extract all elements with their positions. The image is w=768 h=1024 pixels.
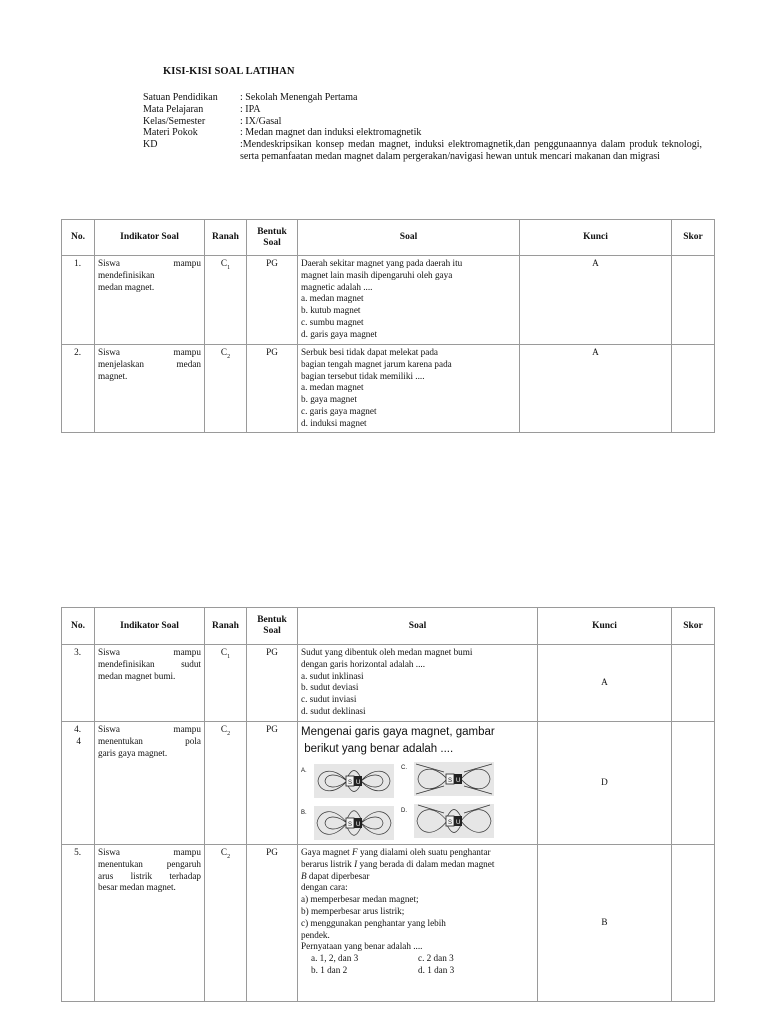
ranah-level: C <box>220 647 228 657</box>
header-bentuk: Bentuk Soal <box>247 608 298 645</box>
indikator-line: arus listrik terhadap <box>98 870 201 881</box>
table-row <box>62 645 715 722</box>
ranah-subscript: 1 <box>227 653 231 660</box>
soal-cell <box>298 345 520 433</box>
pole-u: U <box>456 778 461 784</box>
skor-cell <box>672 645 715 722</box>
header-bentuk: Bentuk Soal <box>247 220 298 256</box>
ranah-cell <box>205 345 247 433</box>
soal-line <box>301 847 534 859</box>
soal-cell <box>298 645 538 722</box>
indikator-line: medan magnet bumi. <box>98 670 176 681</box>
option-c: c. 2 dan 3 <box>418 953 454 964</box>
pole-u: U <box>356 822 361 828</box>
option-d: d. 1 dan 3 <box>418 964 455 975</box>
ranah-subscript: 2 <box>227 353 231 360</box>
soal-line: Sudut yang dibentuk oleh medan magnet bumi <box>301 647 473 657</box>
header-indikator: Indikator Soal <box>95 608 205 645</box>
option-c: c. sudut inviasi <box>301 694 357 705</box>
meta-key: Kelas/Semester <box>143 115 206 127</box>
options-row <box>301 953 534 965</box>
indikator-line: menjelaskan medan <box>98 358 201 369</box>
soal-prompt: Pernyataan yang benar adalah .... <box>301 941 423 952</box>
soal-line: berikut yang benar adalah .... <box>301 743 454 755</box>
indikator-line: Siswa mampu <box>98 847 201 857</box>
header-soal: Soal <box>298 220 520 256</box>
skor-cell <box>672 722 715 845</box>
field-lines-icon <box>414 762 494 796</box>
statement-c-cont: pendek. <box>301 929 330 940</box>
option-a: a. medan magnet <box>301 293 364 304</box>
skor-cell <box>672 256 715 345</box>
meta-key: Materi Pokok <box>143 127 198 139</box>
bentuk-cell: PG <box>247 645 298 722</box>
indikator-line: menentukan pola <box>98 735 201 746</box>
statement-c: c) menggunakan penghantar yang lebih <box>301 917 446 928</box>
indikator-cell <box>95 845 205 1002</box>
soal-line: Daerah sekitar magnet yang pada daerah itu <box>301 258 463 268</box>
header-skor: Skor <box>672 608 715 645</box>
soal-line <box>301 859 534 871</box>
skor-cell <box>672 345 715 433</box>
pole-s: S <box>348 822 353 828</box>
header-indikator: Indikator Soal <box>95 220 205 256</box>
meta-row-materi <box>143 127 702 139</box>
option-b: b. 1 dan 2 <box>311 964 348 975</box>
soal-cell <box>298 722 538 845</box>
option-d: d. garis gaya magnet <box>301 328 378 339</box>
ranah-cell <box>205 645 247 722</box>
header-no: No. <box>62 608 95 645</box>
figure-label-c: C. <box>401 765 407 771</box>
option-c: c. sumbu magnet <box>301 316 364 327</box>
indikator-line: Siswa mampu <box>98 724 201 734</box>
ranah-cell <box>205 256 247 345</box>
option-c: c. garis gaya magnet <box>301 405 377 416</box>
row-number: 5. <box>62 845 95 1002</box>
statement-a: a) memperbesar medan magnet; <box>301 894 419 905</box>
field-lines-icon <box>414 804 494 838</box>
magnet-diagram-a <box>314 764 394 798</box>
indikator-line: medan magnet. <box>98 281 155 292</box>
indikator-cell <box>95 722 205 845</box>
symbol-i: I <box>354 858 358 869</box>
ranah-level: C <box>220 258 228 268</box>
options-row <box>301 965 534 977</box>
indikator-line: mendefinisikan sudut <box>98 658 201 669</box>
magnet-field-figure <box>301 762 501 842</box>
option-b: b. gaya magnet <box>301 394 357 405</box>
soal-text: yang dialami oleh suatu penghantar <box>357 847 491 857</box>
pole-u: U <box>456 820 461 826</box>
row-number-main: 4. <box>74 724 81 734</box>
ranah-subscript: 2 <box>227 730 231 737</box>
indikator-line: besar medan magnet. <box>98 882 176 893</box>
table-row <box>62 845 715 1002</box>
row-number-extra: 4 <box>76 735 81 746</box>
option-d: d. sudut deklinasi <box>301 705 366 716</box>
ranah-level: C <box>220 724 228 734</box>
soal-text: Gaya magnet <box>301 847 353 857</box>
soal-cell <box>298 256 520 345</box>
soal-line: bagian tersebut tidak memiliki .... <box>301 370 425 381</box>
soal-line: Mengenai garis gaya magnet, gambar <box>301 726 495 738</box>
meta-value: : IX/Gasal <box>240 115 282 127</box>
soal-line <box>301 871 534 883</box>
magnet-diagram-c <box>414 762 494 796</box>
row-number: 1. <box>62 256 95 345</box>
document-title: KISI-KISI SOAL LATIHAN <box>163 66 295 77</box>
meta-key: Satuan Pendidikan <box>143 92 218 103</box>
indikator-line: mendefinisikan <box>98 269 155 280</box>
magnet-diagram-b <box>314 806 394 840</box>
figure-label-d: D. <box>401 808 407 814</box>
symbol-b: B <box>301 870 307 881</box>
soal-line: dengan cara: <box>301 882 348 893</box>
header-no: No. <box>62 220 95 256</box>
question-grid-table-1 <box>61 219 715 433</box>
row-number: 2. <box>62 345 95 433</box>
bentuk-cell: PG <box>247 345 298 433</box>
option-b: b. kutub magnet <box>301 305 361 316</box>
bentuk-cell: PG <box>247 722 298 845</box>
table-header-row <box>62 220 715 256</box>
ranah-level: C <box>220 847 228 857</box>
indikator-cell <box>95 645 205 722</box>
indikator-line: Siswa mampu <box>98 347 201 357</box>
row-number <box>62 722 95 845</box>
header-ranah: Ranah <box>205 220 247 256</box>
ranah-cell <box>205 722 247 845</box>
kunci-cell: D <box>538 722 672 845</box>
indikator-line: Siswa mampu <box>98 647 201 657</box>
meta-row-kelas <box>143 116 702 128</box>
soal-text: yang berada di dalam medan magnet <box>357 858 495 869</box>
option-b: b. sudut deviasi <box>301 682 359 693</box>
bentuk-cell: PG <box>247 256 298 345</box>
meta-key: Mata Pelajaran <box>143 103 204 115</box>
header-kunci: Kunci <box>538 608 672 645</box>
meta-key: KD <box>143 139 158 151</box>
ranah-cell <box>205 845 247 1002</box>
option-d: d. induksi magnet <box>301 417 367 428</box>
indikator-cell <box>95 256 205 345</box>
meta-row-kd <box>143 139 702 163</box>
option-a: a. sudut inklinasi <box>301 670 364 681</box>
bentuk-cell: PG <box>247 845 298 1002</box>
meta-value: : Sekolah Menengah Pertama <box>240 92 358 103</box>
kunci-cell: A <box>520 345 672 433</box>
header-soal: Soal <box>298 608 538 645</box>
question-grid-table-2 <box>61 607 715 1002</box>
pole-s: S <box>448 820 453 826</box>
header-ranah: Ranah <box>205 608 247 645</box>
kunci-cell: B <box>538 845 672 1002</box>
option-a: a. medan magnet <box>301 382 364 393</box>
indikator-line: garis gaya magnet. <box>98 747 168 758</box>
soal-line: magnetic adalah .... <box>301 281 373 292</box>
table-row <box>62 722 715 845</box>
identity-block <box>143 92 702 163</box>
indikator-line: magnet. <box>98 370 128 381</box>
magnet-diagram-d <box>414 804 494 838</box>
soal-line: magnet lain masih dipengaruhi oleh gaya <box>301 269 453 280</box>
meta-value: : IPA <box>240 103 261 115</box>
soal-cell <box>298 845 538 1002</box>
meta-row-satuan <box>143 92 702 104</box>
figure-label-a: A. <box>301 768 307 774</box>
meta-value: :Mendeskripsikan konsep medan magnet, induksi elektromagnetik,dan penggunaannya dalam produk teknologi, serta pemanfaatan medan magnet dalam pergerakan/navigasi hewan untuk mencari makanan dan migrasi <box>240 139 702 162</box>
soal-text: berarus listrik <box>301 858 355 869</box>
table-row <box>62 345 715 433</box>
ranah-subscript: 1 <box>227 264 231 271</box>
ranah-level: C <box>220 347 228 357</box>
header-skor: Skor <box>672 220 715 256</box>
header-kunci: Kunci <box>520 220 672 256</box>
pole-u: U <box>356 780 361 786</box>
soal-line: dengan garis horizontal adalah .... <box>301 658 425 669</box>
statement-b: b) memperbesar arus listrik; <box>301 905 405 916</box>
row-number: 3. <box>62 645 95 722</box>
soal-line: bagian tengah magnet jarum karena pada <box>301 358 452 369</box>
kunci-cell: A <box>538 645 672 722</box>
pole-s: S <box>448 778 453 784</box>
table-row <box>62 256 715 345</box>
indikator-line: Siswa mampu <box>98 258 201 268</box>
indikator-cell <box>95 345 205 433</box>
field-lines-icon <box>314 806 394 840</box>
kunci-cell: A <box>520 256 672 345</box>
meta-value: : Medan magnet dan induksi elektromagnetik <box>240 127 422 139</box>
field-lines-icon <box>314 764 394 798</box>
meta-row-mapel <box>143 104 702 116</box>
figure-label-b: B. <box>301 810 307 816</box>
soal-line: Serbuk besi tidak dapat melekat pada <box>301 347 439 357</box>
soal-text: dapat diperbesar <box>306 870 370 881</box>
indikator-line: menentukan pengaruh <box>98 858 201 869</box>
table-header-row <box>62 608 715 645</box>
pole-s: S <box>348 780 353 786</box>
symbol-f: F <box>352 847 358 857</box>
ranah-subscript: 2 <box>227 853 231 860</box>
option-a: a. 1, 2, dan 3 <box>311 953 359 964</box>
skor-cell <box>672 845 715 1002</box>
